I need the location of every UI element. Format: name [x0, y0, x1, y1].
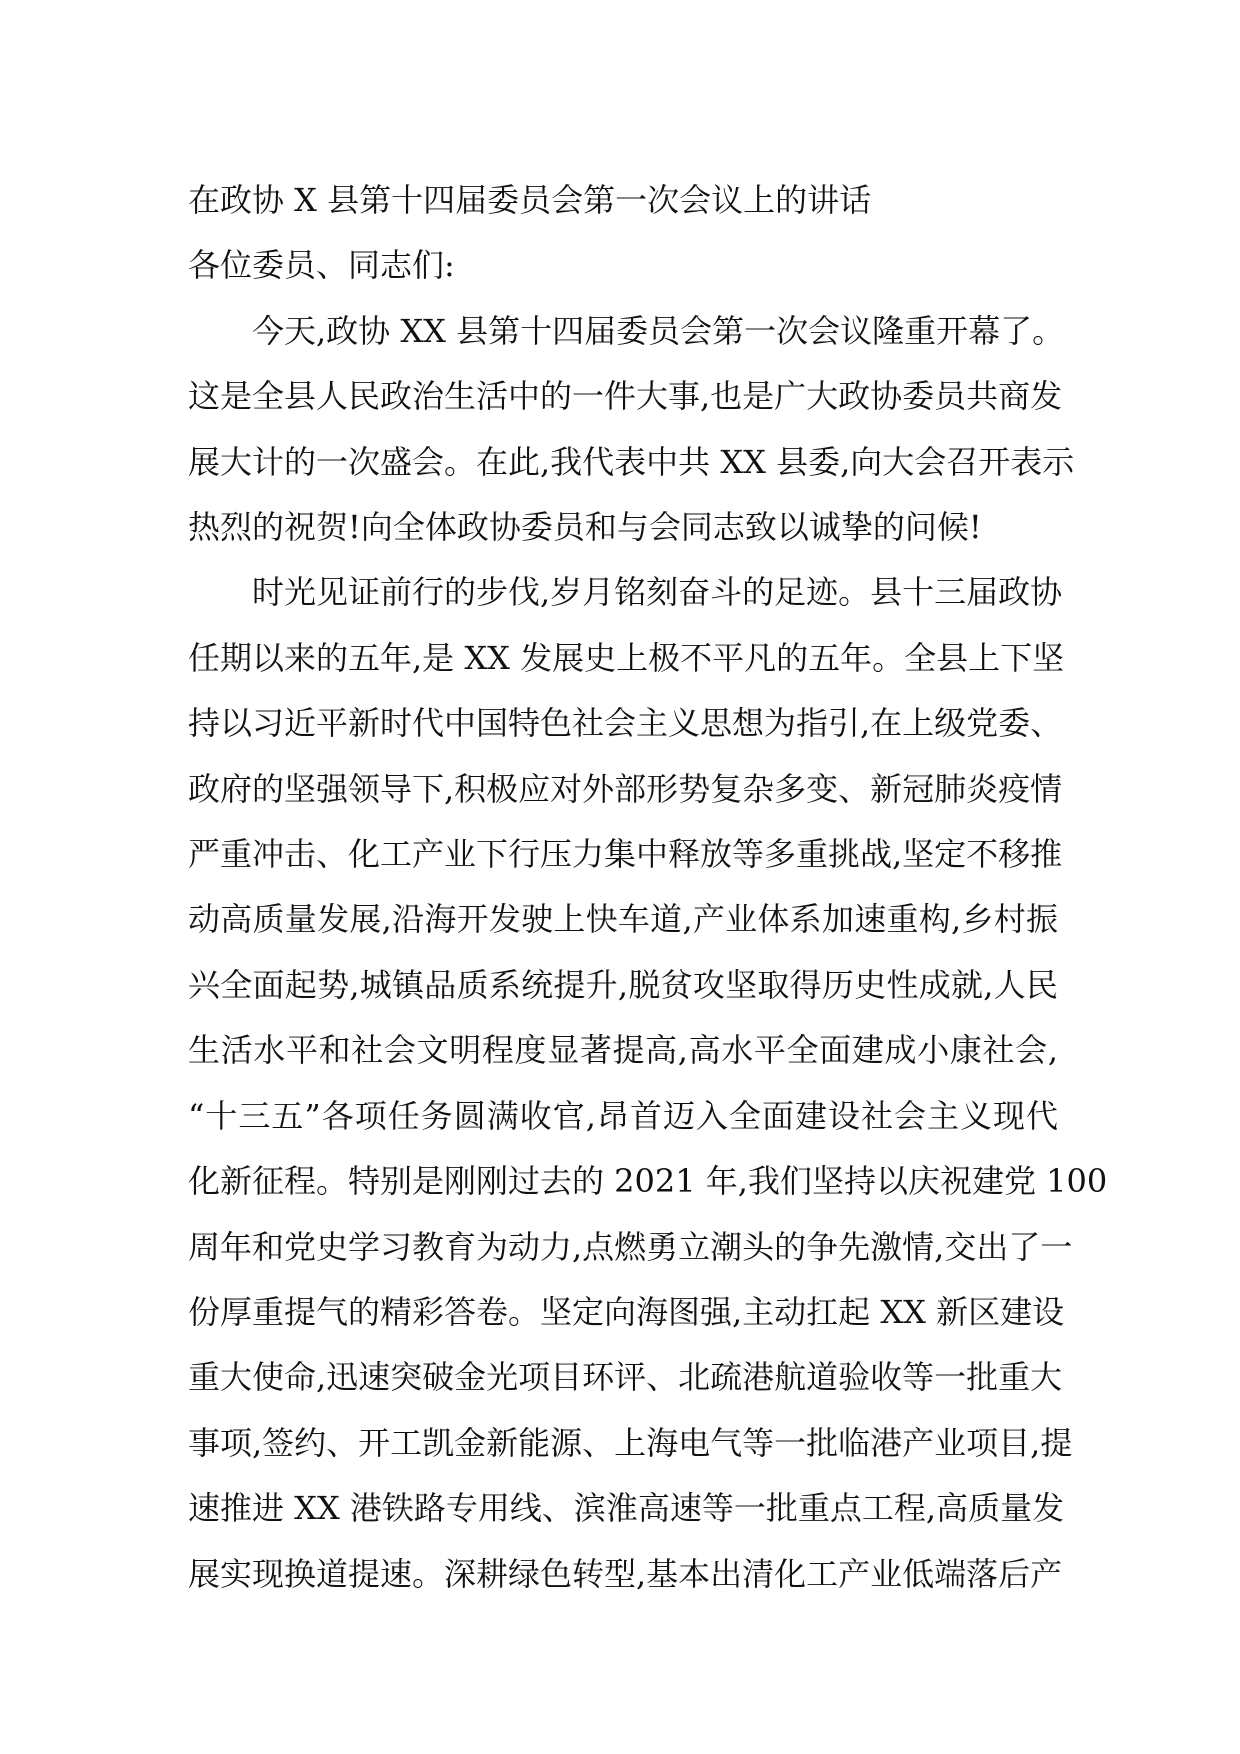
paragraph-line: “十三五”各项任务圆满收官,昂首迈入全面建设社会主义现代 — [188, 1096, 1058, 1135]
paragraph-line: 热烈的祝贺!向全体政协委员和与会同志致以诚挚的问候! — [188, 508, 982, 547]
paragraph-1 — [188, 299, 1075, 561]
paragraph-line: 持以习近平新时代中国特色社会主义思想为指引,在上级党委、 — [188, 704, 1063, 743]
salutation: 各位委员、同志们: — [188, 246, 455, 285]
paragraph-line: 任期以来的五年,是 XX 发展史上极不平凡的五年。全县上下坚 — [188, 638, 1065, 677]
paragraph-line: 时光见证前行的步伐,岁月铭刻奋斗的足迹。县十三届政协 — [252, 573, 1063, 612]
paragraph-line: 速推进 XX 港铁路专用线、滨淮高速等一批重点工程,高质量发 — [188, 1489, 1065, 1528]
paragraph-line: 政府的坚强领导下,积极应对外部形势复杂多变、新冠肺炎疫情 — [188, 769, 1063, 808]
paragraph-line: 兴全面起势,城镇品质系统提升,脱贫攻坚取得历史性成就,人民 — [188, 965, 1058, 1004]
paragraph-line: 展实现换道提速。深耕绿色转型,基本出清化工产业低端落后产 — [188, 1554, 1063, 1593]
paragraph-line: 化新征程。特别是刚刚过去的 2021 年,我们坚持以庆祝建党 100 — [188, 1162, 1108, 1201]
paragraph-line: 重大使命,迅速突破金光项目环评、北疏港航道验收等一批重大 — [188, 1358, 1063, 1397]
paragraph-line: 展大计的一次盛会。在此,我代表中共 XX 县委,向大会召开表示 — [188, 442, 1075, 481]
paragraph-2 — [188, 560, 1108, 1607]
paragraph-line: 事项,签约、开工凯金新能源、上海电气等一批临港产业项目,提 — [188, 1423, 1073, 1462]
paragraph-line: 生活水平和社会文明程度显著提高,高水平全面建成小康社会, — [188, 1031, 1058, 1070]
paragraph-line: 动高质量发展,沿海开发驶上快车道,产业体系加速重构,乡村振 — [188, 900, 1058, 939]
paragraph-line: 这是全县人民政治生活中的一件大事,也是广大政协委员共商发 — [188, 377, 1063, 416]
paragraph-line: 周年和党史学习教育为动力,点燃勇立潮头的争先激情,交出了一 — [188, 1227, 1073, 1266]
document-body — [188, 168, 1108, 1607]
paragraph-line: 份厚重提气的精彩答卷。坚定向海图强,主动扛起 XX 新区建设 — [188, 1292, 1065, 1331]
paragraph-line: 严重冲击、化工产业下行压力集中释放等多重挑战,坚定不移推 — [188, 835, 1063, 874]
paragraph-line: 今天,政协 XX 县第十四届委员会第一次会议隆重开幕了。 — [252, 311, 1065, 350]
speech-title: 在政协 X 县第十四届委员会第一次会议上的讲话 — [188, 181, 872, 219]
